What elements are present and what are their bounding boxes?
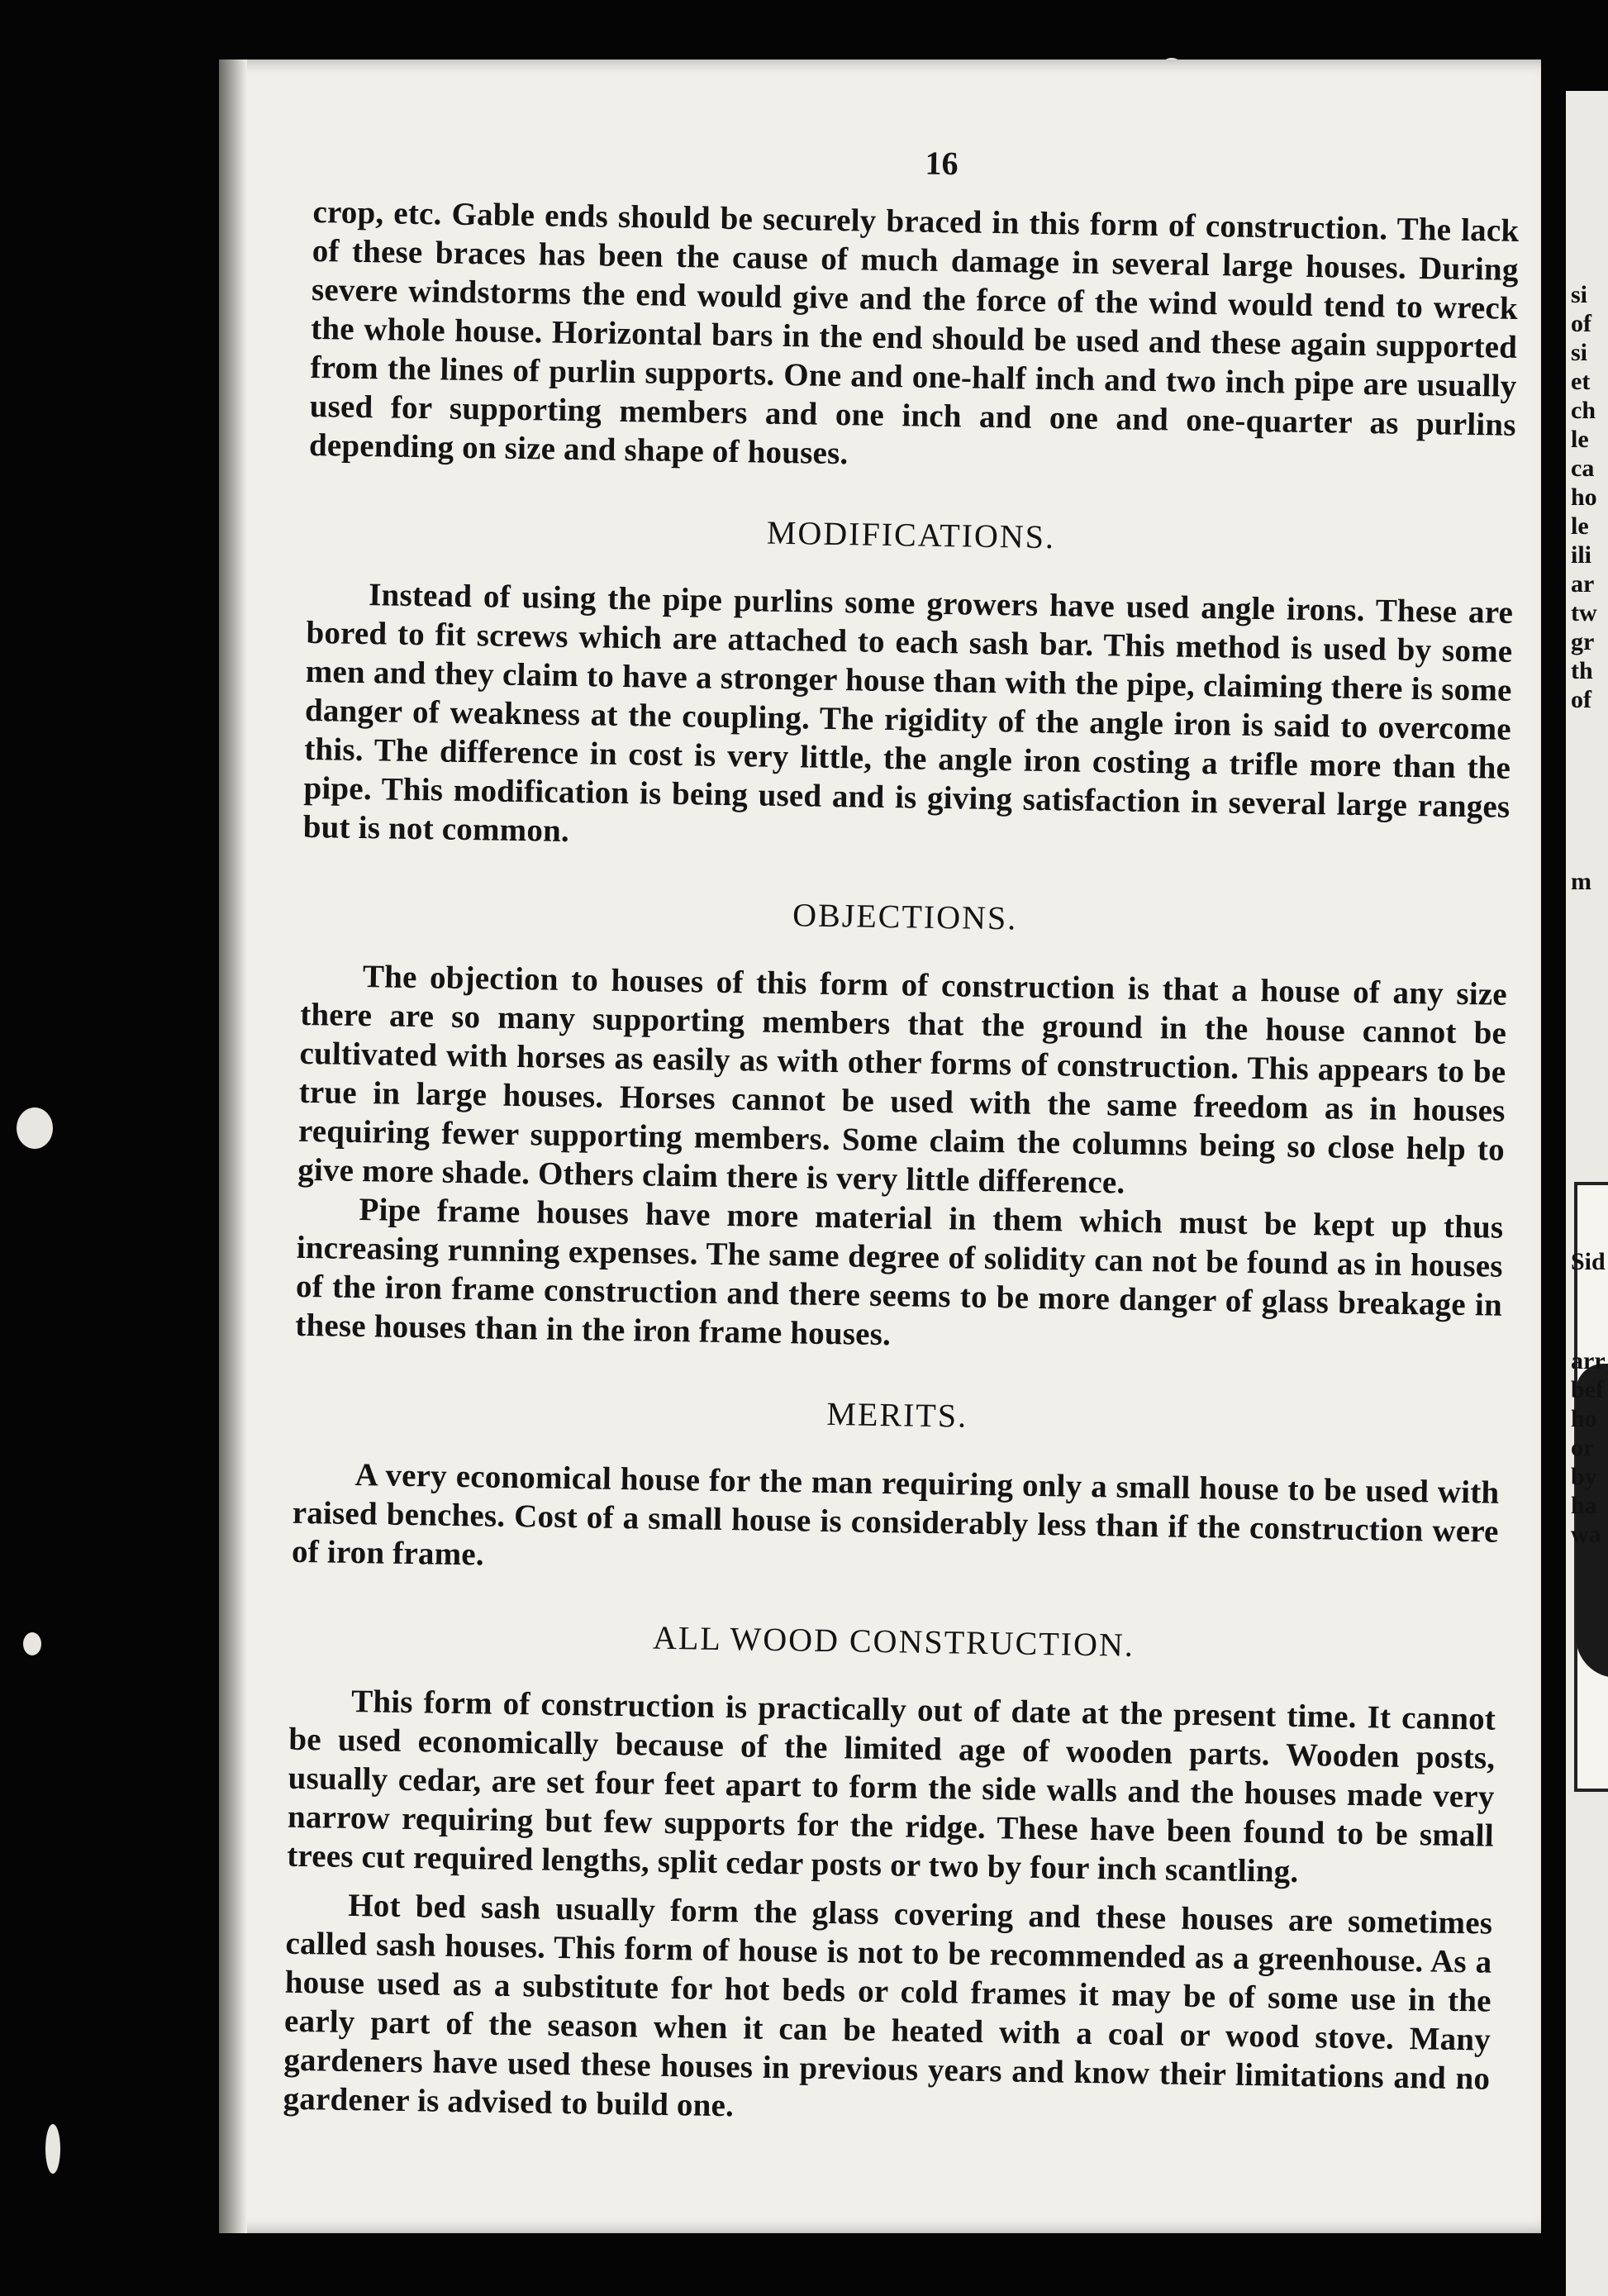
objections-paragraph-1: The objection to houses of this form of construction is that a house of any size there are so many supporting members that the ground in the house cannot be cultivated with horses as easily as with other forms of construction. This appears to be true in large houses. Horses cannot be used with the same freedom as in houses requiring fewer supporting members. Some claim the columns being so close help to give more shade. Others claim there is very little difference. bbox=[297, 959, 1508, 1201]
adjacent-page-fragment: ho bbox=[1571, 1405, 1597, 1432]
adjacent-page-fragment: bef bbox=[1571, 1376, 1604, 1403]
adjacent-page-fragment: m bbox=[1571, 868, 1591, 895]
adjacent-page-fragment: si bbox=[1571, 339, 1588, 366]
document-page bbox=[219, 60, 1541, 2233]
adjacent-page-fragment: et bbox=[1571, 368, 1591, 395]
adjacent-page-fragment: le bbox=[1571, 426, 1589, 453]
adjacent-page-fragment: ha bbox=[1571, 1492, 1597, 1519]
modifications-paragraph: Instead of using the pipe purlins some growers have used angle irons. These are bored to fit screws which are attached to each sash bar. This method is used by some men and they claim to have a stronger house than with the pipe, claiming there is some danger of weakness at the coupling. The rigidity of the angle iron is said to overcome this. The difference in cost is very little, the angle iron costing a trifle more than the pipe. This modification is being used and is giving satisfaction in several large ranges but is not common. bbox=[302, 577, 1514, 849]
intro-paragraph: crop, etc. Gable ends should be securely braced in this form of construction. The lack of these braces has been the cause of much damage in several large houses. During severe windstorms the end would give and the force of the wind would tend to wreck the whole house. Horizontal bars in the end should be used and these again supported from the lines of purlin supports. One and one-half inch and two inch pipe are usually used for supporting members and one inch and one and one-quarter as purlins depending on size and shape of houses. bbox=[308, 193, 1520, 472]
adjacent-page-fragment: or bbox=[1571, 1434, 1595, 1461]
heading-objections: OBJECTIONS. bbox=[792, 896, 1018, 937]
adjacent-page-fragment: ca bbox=[1571, 455, 1595, 482]
scan-speck bbox=[23, 1632, 41, 1655]
adjacent-page-fragment: tw bbox=[1571, 599, 1597, 626]
adjacent-page-fragment: le bbox=[1571, 512, 1589, 540]
adjacent-page-fragment: wa bbox=[1571, 1521, 1601, 1548]
heading-merits: MERITS. bbox=[826, 1394, 968, 1435]
page-number: 16 bbox=[925, 144, 959, 183]
merits-paragraph: A very economical house for the man requiring only a small house to be used with raised benches. Cost of a small house is considerably less than if the construction were of iron frame. bbox=[291, 1456, 1500, 1573]
page-binding-shadow bbox=[219, 60, 247, 2233]
adjacent-page-fragment: Sid bbox=[1571, 1248, 1606, 1275]
adjacent-page-fragment: of bbox=[1571, 686, 1591, 713]
scan-speck bbox=[17, 1108, 53, 1149]
adjacent-page-fragment: si bbox=[1571, 281, 1588, 308]
adjacent-page-fragment: th bbox=[1571, 657, 1593, 684]
adjacent-page-edge bbox=[1566, 91, 1608, 2296]
adjacent-page-fragment: of bbox=[1571, 310, 1591, 337]
heading-all-wood-construction: ALL WOOD CONSTRUCTION. bbox=[652, 1618, 1135, 1664]
adjacent-page-fragment: gr bbox=[1571, 628, 1595, 655]
adjacent-page-fragment: ch bbox=[1571, 397, 1596, 424]
heading-modifications: MODIFICATIONS. bbox=[766, 513, 1056, 556]
wood-paragraph-1: This form of construction is practically out of date at the present time. It cannot be used economically because of the limited age of wooden parts. Wooden posts, usually cedar, are set four feet apart to form the side walls and the houses made very narrow requiring but few supports for the ridge. These have been found to be small trees cut required lengths, split cedar posts or two by four inch scantling. bbox=[286, 1683, 1496, 1889]
scan-speck bbox=[45, 2124, 60, 2174]
adjacent-page-fragment: arr bbox=[1571, 1347, 1606, 1374]
adjacent-page-fragment: by bbox=[1571, 1463, 1597, 1490]
adjacent-page-fragment: ho bbox=[1571, 483, 1597, 511]
wood-paragraph-2: Hot bed sash usually form the glass covering and these houses are sometimes called sash houses. This form of house is not to be recommended as a greenhouse. As a house used as a substitute for hot beds or cold frames it may be of some use in the early part of the season when it can be heated with a coal or wood stove. Many gardeners have used these houses in previous years and know their limitations and no gardener is advised to build one. bbox=[283, 1887, 1493, 2124]
adjacent-page-fragment: ar bbox=[1571, 570, 1595, 598]
adjacent-page-fragment: ili bbox=[1571, 541, 1592, 569]
page-content bbox=[283, 134, 1520, 2137]
objections-paragraph-2: Pipe frame houses have more material in them which must be kept up thus increasing running expenses. The same degree of solidity can not be found as in houses of the iron frame construction and there seems to be more danger of glass breakage in these houses than in the iron frame houses. bbox=[295, 1192, 1504, 1353]
